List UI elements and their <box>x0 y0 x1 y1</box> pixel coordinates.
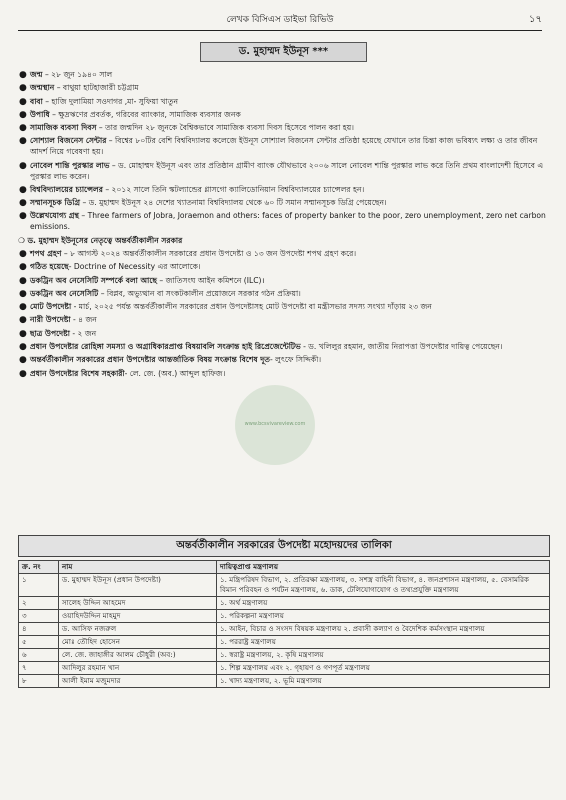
name-cell: ড. মুহাম্মদ ইউনূস (প্রধান উপদেষ্টা) <box>59 574 217 597</box>
item-text: – ২৮ জুন ১৯৪০ সাল <box>42 70 113 79</box>
item-label: প্রধান উপদেষ্টার বিশেষ সহকারী <box>30 368 125 378</box>
table-row <box>19 597 550 610</box>
item-text: – তার জন্মদিন ২৮ জুনকে বৈশ্বিকভাবে সামাজিক ব্যবসা দিবস হিসেবে পালন করা হয়। <box>96 123 354 133</box>
list-item <box>18 185 548 196</box>
name-cell: সালেহ উদ্দিন আহমেদ <box>59 597 217 610</box>
item-label: ছাত্র উপদেষ্টা <box>30 328 70 338</box>
list-item <box>18 110 548 121</box>
item-text: – বিপ্লব, অভ্যুত্থান বা সংকটকালীন প্রয়োজনে সরকার গঠন প্রক্রিয়া। <box>98 288 301 298</box>
list-item <box>18 97 548 108</box>
item-text: – ক্ষুদ্রঋণের প্রবর্তক, গরিবের ব্যাংকার, সামাজিক ব্যবসার জনক <box>49 109 241 119</box>
running-title: লেখক বিসিএস ডাইভা রিভিউ <box>226 15 334 25</box>
item-text: - ৪ জন <box>70 315 97 325</box>
item-text: – ড. মোহাম্মদ ইউনূস এবং তার প্রতিষ্ঠান গ্রামীণ ব্যাংক যৌথভাবে ২০০৬ সালে নোবেল শান্তি পুরস্কার লাভ করে তিনি প্রথম বাংলাদেশী হিসেবে এ পুরস্কার লাভ করেন। <box>30 160 544 181</box>
list-item <box>18 369 548 380</box>
bullet-icon: ● <box>19 83 27 94</box>
list-item <box>18 198 548 209</box>
item-label: শপথ গ্রহণ <box>30 248 62 258</box>
name-cell: আলী ইমাম মজুমদার <box>59 675 217 688</box>
name-cell: আদিলুর রহমান খান <box>59 662 217 675</box>
serial-cell: ৫ <box>19 636 59 649</box>
item-label: মোট উপদেষ্টা <box>30 302 72 312</box>
item-label: ডকট্রিন অব নেসেসিটি সম্পর্কে বলা আছে <box>30 275 157 285</box>
bullet-icon: ● <box>19 288 27 299</box>
ministry-cell: ১. স্বরাষ্ট্র মন্ত্রণালয়, ২. কৃষি মন্ত্রণালয় <box>217 649 550 662</box>
item-text: - লুৎফে সিদ্দিকী। <box>269 355 322 365</box>
subheading <box>18 236 548 247</box>
item-label: জন্মস্থান <box>30 83 55 93</box>
item-label: সোশ্যাল বিজনেস সেন্টার <box>30 136 107 146</box>
serial-cell: ৬ <box>19 649 59 662</box>
bullet-icon: ● <box>19 275 27 286</box>
list-item <box>18 342 548 353</box>
col-header-serial: ক্র. নং <box>19 561 59 574</box>
header-divider <box>18 30 542 31</box>
item-label: সম্মানসূচক ডিগ্রি <box>30 198 81 208</box>
table-row <box>19 574 550 597</box>
bullet-icon: ● <box>19 342 27 353</box>
name-cell: লে. জে. জাহাঙ্গীর আলম চৌধুরী (অব:) <box>59 649 217 662</box>
ministry-cell: ১. পররাষ্ট্র মন্ত্রণালয় <box>217 636 550 649</box>
item-text: – হাজি দুলামিয়া সওদাগর ,মা- সুফিয়া খাতুন <box>42 96 178 106</box>
item-text: - ২ জন <box>69 328 97 338</box>
list-item <box>18 83 548 94</box>
bullet-icon: ● <box>19 211 27 222</box>
subheading-text: ড. মুহাম্মদ ইউনূসের নেতৃত্বে অন্তর্বর্তীকালীন সরকার <box>27 235 183 245</box>
list-item <box>18 123 548 134</box>
ministry-cell: ১. শিল্প মন্ত্রণালয় এবং ২. গৃহায়ণ ও গণপূর্ত মন্ত্রণালয় <box>217 662 550 675</box>
item-label: গঠিত হয়েছে <box>30 262 69 272</box>
list-item <box>18 262 548 273</box>
bullet-icon: ● <box>19 355 27 366</box>
item-text: – জাতিসংঘ আইন কমিশনে (ILC)। <box>156 275 265 285</box>
serial-cell: ২ <box>19 597 59 610</box>
item-label: বিশ্ববিদ্যালয়ের চ্যান্সেলর <box>30 184 103 194</box>
bullet-icon: ● <box>19 262 27 273</box>
item-label: বাবা <box>30 96 43 106</box>
item-text: – ২০১২ সালে তিনি স্কটল্যান্ডের গ্লাসগো ক্যালিডোনিয়ান বিশ্ববিদ্যালয়ের চ্যান্সেলর হন। <box>102 184 365 194</box>
watermark-text: www.bcsvivareview.com <box>244 421 306 427</box>
bullet-icon: ● <box>19 123 27 134</box>
name-cell: ওয়াহিদউদ্দিন মাহমুদ <box>59 610 217 623</box>
item-text: – বিশ্বের ৮০টির বেশি বিশ্ববিদ্যালয় কলেজে ইউনূস সোশ্যাল বিজনেস সেন্টার প্রতিষ্ঠা হয়েছে যেখানে তার চিন্তা কাজ ভবিষ্যৎ লক্ষ্য ও তার জীবন আদর্শ নিয়ে গবেষণা হয়। <box>30 136 538 157</box>
bullet-icon: ● <box>19 248 27 259</box>
table-header-row <box>19 561 550 574</box>
item-text: - ড. খলিলুর রহমান, জাতীয় নিরাপত্তা উপদেষ্টার দায়িত্ব পেয়েছেন। <box>300 342 503 352</box>
item-label: উপাধি <box>30 109 50 119</box>
page-header <box>18 12 542 28</box>
bullet-icon: ● <box>19 328 27 339</box>
table-row <box>19 610 550 623</box>
list-item <box>18 249 548 260</box>
bullet-icon: ● <box>19 184 27 195</box>
item-text: – ড. মুহাম্মদ ইউনূস ২৪ দেশের খ্যাতনামা বিশ্ববিদ্যালয় থেকে ৬০ টি সমান সম্মানসূচক ডিগ্রি পেয়েছেন। <box>80 198 387 208</box>
list-item <box>18 302 548 313</box>
table-row <box>19 623 550 636</box>
bullet-icon: ● <box>19 96 27 107</box>
bullet-icon: ● <box>19 198 27 209</box>
list-item <box>18 329 548 340</box>
item-text: - Doctrine of Necessity এর আলোকে। <box>68 262 201 272</box>
page-number: ১৭ <box>529 14 542 25</box>
bullet-icon: ● <box>19 302 27 313</box>
ministry-cell: ১. মন্ত্রিপরিষদ বিভাগ, ২. প্রতিরক্ষা মন্ত্রণালয়, ৩. সশস্ত্র বাহিনী বিভাগ, ৪. জনপ্রশাসন মন্ত্রণালয়, ৫. বেসামরিক বিমান পরিবহন ও পর্যটন মন্ত্রণালয়, ৬. ডাক, টেলিযোগাযোগ ও তথ্যপ্রযুক্তি মন্ত্রণালয় <box>217 574 550 597</box>
section-banner: ড. মুহাম্মদ ইউনূস *** <box>200 42 367 62</box>
table-row <box>19 636 550 649</box>
name-cell: মোঃ তৌহিদ হোসেন <box>59 636 217 649</box>
ministry-cell: ১. আইন, বিচার ও সংসদ বিষয়ক মন্ত্রণালয় ২. প্রবাসী কল্যাণ ও বৈদেশিক কর্মসংস্থান মন্ত্রণালয় <box>217 623 550 636</box>
list-item <box>18 70 548 81</box>
item-text: – Three farmers of Jobra, Joraemon and others: faces of property banker to the poor, zero unemployment, zero net carbon emissions. <box>30 211 546 232</box>
table-row <box>19 675 550 688</box>
item-label: উল্লেখযোগ্য গ্রন্থ <box>30 211 79 221</box>
serial-cell: ৪ <box>19 623 59 636</box>
item-label: সামাজিক ব্যবসা দিবস <box>30 123 97 133</box>
list-item <box>18 161 548 183</box>
item-text: - মার্চ, ২০২৫ পর্যন্ত অন্তর্বর্তীকালীন সরকারের প্রধান উপদেষ্টাসহ মোট উপদেষ্টা বা মন্ত্রীসভার সদস্য সংখ্যা দাঁড়ায় ২৩ জন <box>71 302 432 312</box>
item-label: জন্ম <box>30 70 43 79</box>
table-row <box>19 662 550 675</box>
item-text: - লে. জে. (অব.) আব্দুল হাফিজ। <box>124 368 226 378</box>
item-label: প্রধান উপদেষ্টার রোহিঙ্গা সমস্যা ও অগ্রাধিকারপ্রাপ্ত বিষয়াবলি সংক্রান্ত হাই রিপ্রেজেন্টেটিভ <box>30 342 301 352</box>
item-label: অন্তর্বর্তীকালীন সরকারের প্রধান উপদেষ্টার আন্তর্জাতিক বিষয় সংক্রান্ত বিশেষ দূত <box>30 355 270 365</box>
list-item <box>18 355 548 366</box>
ministry-cell: ১. অর্থ মন্ত্রণালয় <box>217 597 550 610</box>
serial-cell: ৭ <box>19 662 59 675</box>
item-text: – ৮ আগস্ট ২০২৪ অন্তর্বর্তীকালীন সরকারের প্রধান উপদেষ্টা ও ১৩ জন উপদেষ্টা শপথ গ্রহণ করে। <box>61 248 357 258</box>
item-label: নোবেল শান্তি পুরস্কার লাভ <box>30 160 110 170</box>
table-title: অন্তর্বর্তীকালীন সরকারের উপদেষ্টা মহোদয়দের তালিকা <box>18 535 550 557</box>
item-label: নারী উপদেষ্টা <box>30 315 71 325</box>
list-item <box>18 315 548 326</box>
list-item <box>18 289 548 300</box>
serial-cell: ১ <box>19 574 59 597</box>
serial-cell: ৩ <box>19 610 59 623</box>
col-header-ministry: দায়িত্বপ্রাপ্ত মন্ত্রণালয় <box>217 561 550 574</box>
bullet-icon: ● <box>19 160 27 171</box>
ministry-cell: ১. খাদ্য মন্ত্রণালয়, ২. ভূমি মন্ত্রণালয় <box>217 675 550 688</box>
arrow-icon: ❍ <box>18 235 28 245</box>
serial-cell: ৮ <box>19 675 59 688</box>
bullet-icon: ● <box>19 70 27 80</box>
advisors-table <box>18 560 550 688</box>
list-item <box>18 211 548 233</box>
table-row <box>19 649 550 662</box>
ministry-cell: ১. পরিকল্পনা মন্ত্রণালয় <box>217 610 550 623</box>
item-label: ডকট্রিন অব নেসেসিটি <box>30 288 99 298</box>
name-cell: ড. আসিফ নজরুল <box>59 623 217 636</box>
list-item <box>18 276 548 287</box>
bullet-icon: ● <box>19 315 27 326</box>
bullet-icon: ● <box>19 109 27 120</box>
bio-list <box>18 70 548 382</box>
bullet-icon: ● <box>19 136 27 147</box>
list-item <box>18 136 548 158</box>
bullet-icon: ● <box>19 368 27 379</box>
col-header-name: নাম <box>59 561 217 574</box>
item-text: – বাথুয়া হাটহাজারী চট্টগ্রাম <box>54 83 139 93</box>
